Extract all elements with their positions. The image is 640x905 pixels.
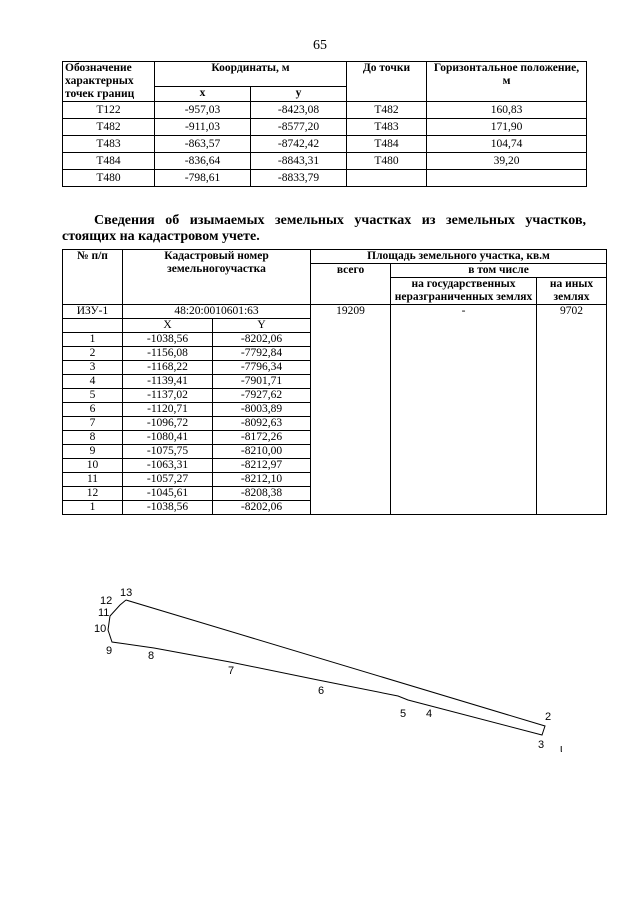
cell-x: -836,64 bbox=[155, 153, 251, 170]
point-y: -8212,10 bbox=[213, 473, 311, 487]
cell-point: Т484 bbox=[63, 153, 155, 170]
point-x: -1045,61 bbox=[123, 487, 213, 501]
parcel-boundary bbox=[108, 600, 545, 735]
parcel-other-area: 9702 bbox=[537, 305, 607, 515]
cell-point: Т483 bbox=[63, 136, 155, 153]
point-n: 11 bbox=[63, 473, 123, 487]
table-row bbox=[63, 102, 587, 119]
parcel-total-area: 19209 bbox=[311, 305, 391, 515]
header-y: y bbox=[251, 87, 347, 102]
point-x: -1156,08 bbox=[123, 347, 213, 361]
cell-to: Т480 bbox=[347, 153, 427, 170]
coordinates-table bbox=[62, 61, 587, 187]
cell-y: -8833,79 bbox=[251, 170, 347, 187]
point-n: 1 bbox=[63, 333, 123, 347]
point-y: -8212,97 bbox=[213, 459, 311, 473]
header-num: № п/п bbox=[63, 250, 123, 305]
header-designation: Обозначение характерных точек границ bbox=[63, 62, 155, 102]
point-x: -1057,27 bbox=[123, 473, 213, 487]
point-y: -8202,06 bbox=[213, 501, 311, 515]
point-x: -1038,56 bbox=[123, 501, 213, 515]
plan-label-11: 11 bbox=[98, 607, 110, 619]
point-y: -7927,62 bbox=[213, 389, 311, 403]
point-x: -1038,56 bbox=[123, 333, 213, 347]
point-n: 2 bbox=[63, 347, 123, 361]
point-n: 8 bbox=[63, 431, 123, 445]
plan-label-mark: ι bbox=[560, 743, 563, 755]
page-number: 65 bbox=[313, 38, 327, 53]
cell-to: Т484 bbox=[347, 136, 427, 153]
header-area: Площадь земельного участка, кв.м bbox=[311, 250, 607, 264]
header-horizontal: Горизонтальное положение, м bbox=[427, 62, 587, 102]
cell-y: -8843,31 bbox=[251, 153, 347, 170]
cell-dist: 104,74 bbox=[427, 136, 587, 153]
cell-to bbox=[347, 170, 427, 187]
cell-to: Т483 bbox=[347, 119, 427, 136]
point-n: 10 bbox=[63, 459, 123, 473]
section-heading: Сведения об изымаемых земельных участках из земельных участков, стоящих на кадастровом учете. bbox=[62, 213, 586, 244]
parcel-cadastral-number: 48:20:0010601:63 bbox=[123, 305, 311, 319]
cell-x: -911,03 bbox=[155, 119, 251, 136]
header-including: в том числе bbox=[391, 264, 607, 278]
point-n: 5 bbox=[63, 389, 123, 403]
point-y: -8202,06 bbox=[213, 333, 311, 347]
cell-y: -8577,20 bbox=[251, 119, 347, 136]
cell-to: Т482 bbox=[347, 102, 427, 119]
parcel-row bbox=[63, 305, 607, 319]
cell-dist: 39,20 bbox=[427, 153, 587, 170]
plan-label-8: 8 bbox=[148, 650, 155, 662]
plan-label-10: 10 bbox=[94, 623, 107, 635]
cell-point: Т122 bbox=[63, 102, 155, 119]
plan-label-13: 13 bbox=[120, 587, 133, 599]
plan-label-9: 9 bbox=[106, 645, 113, 657]
point-x: -1168,22 bbox=[123, 361, 213, 375]
cell-x: -957,03 bbox=[155, 102, 251, 119]
cell-x: -863,57 bbox=[155, 136, 251, 153]
point-x: -1063,31 bbox=[123, 459, 213, 473]
point-n: 7 bbox=[63, 417, 123, 431]
point-y: -7796,34 bbox=[213, 361, 311, 375]
coord-header-x: X bbox=[123, 319, 213, 333]
point-x: -1096,72 bbox=[123, 417, 213, 431]
point-n: 4 bbox=[63, 375, 123, 389]
cell-dist bbox=[427, 170, 587, 187]
plan-label-4: 4 bbox=[426, 708, 433, 720]
point-y: -8210,00 bbox=[213, 445, 311, 459]
point-y: -7901,71 bbox=[213, 375, 311, 389]
point-x: -1120,71 bbox=[123, 403, 213, 417]
point-n: 6 bbox=[63, 403, 123, 417]
cell-dist: 160,83 bbox=[427, 102, 587, 119]
point-y: -8092,63 bbox=[213, 417, 311, 431]
table-row bbox=[63, 170, 587, 187]
header-other-lands: на иных землях bbox=[537, 278, 607, 305]
point-x: -1075,75 bbox=[123, 445, 213, 459]
cell-dist: 171,90 bbox=[427, 119, 587, 136]
table-row bbox=[63, 153, 587, 170]
plan-label-6: 6 bbox=[318, 685, 325, 697]
parcel-state-area: - bbox=[391, 305, 537, 515]
header-state-lands: на государственных неразграниченных землях bbox=[391, 278, 537, 305]
cell-y: -8742,42 bbox=[251, 136, 347, 153]
header-x: x bbox=[155, 87, 251, 102]
cell-point: Т482 bbox=[63, 119, 155, 136]
table-row bbox=[63, 119, 587, 136]
plan-label-5: 5 bbox=[400, 708, 407, 720]
plan-label-2: 2 bbox=[545, 711, 552, 723]
point-x: -1139,41 bbox=[123, 375, 213, 389]
point-n: 3 bbox=[63, 361, 123, 375]
cell-x: -798,61 bbox=[155, 170, 251, 187]
header-coordinates: Координаты, м bbox=[155, 62, 347, 87]
cell-point: Т480 bbox=[63, 170, 155, 187]
header-cadastral: Кадастровый номер земельногоучастка bbox=[123, 250, 311, 305]
point-x: -1137,02 bbox=[123, 389, 213, 403]
point-y: -8172,26 bbox=[213, 431, 311, 445]
point-n: 9 bbox=[63, 445, 123, 459]
point-n: 12 bbox=[63, 487, 123, 501]
plan-label-7: 7 bbox=[228, 665, 235, 677]
point-n: 1 bbox=[63, 501, 123, 515]
header-to-point: До точки bbox=[347, 62, 427, 102]
parcel-id: ИЗУ-1 bbox=[63, 305, 123, 319]
point-y: -8003,89 bbox=[213, 403, 311, 417]
header-total: всего bbox=[311, 264, 391, 305]
point-y: -7792,84 bbox=[213, 347, 311, 361]
point-x: -1080,41 bbox=[123, 431, 213, 445]
parcel-plan-drawing bbox=[90, 580, 570, 760]
plan-label-3: 3 bbox=[538, 739, 545, 751]
plan-label-12: 12 bbox=[100, 595, 113, 607]
cell-y: -8423,08 bbox=[251, 102, 347, 119]
point-y: -8208,38 bbox=[213, 487, 311, 501]
parcel-table bbox=[62, 249, 607, 515]
coord-header-y: Y bbox=[213, 319, 311, 333]
table-row bbox=[63, 136, 587, 153]
